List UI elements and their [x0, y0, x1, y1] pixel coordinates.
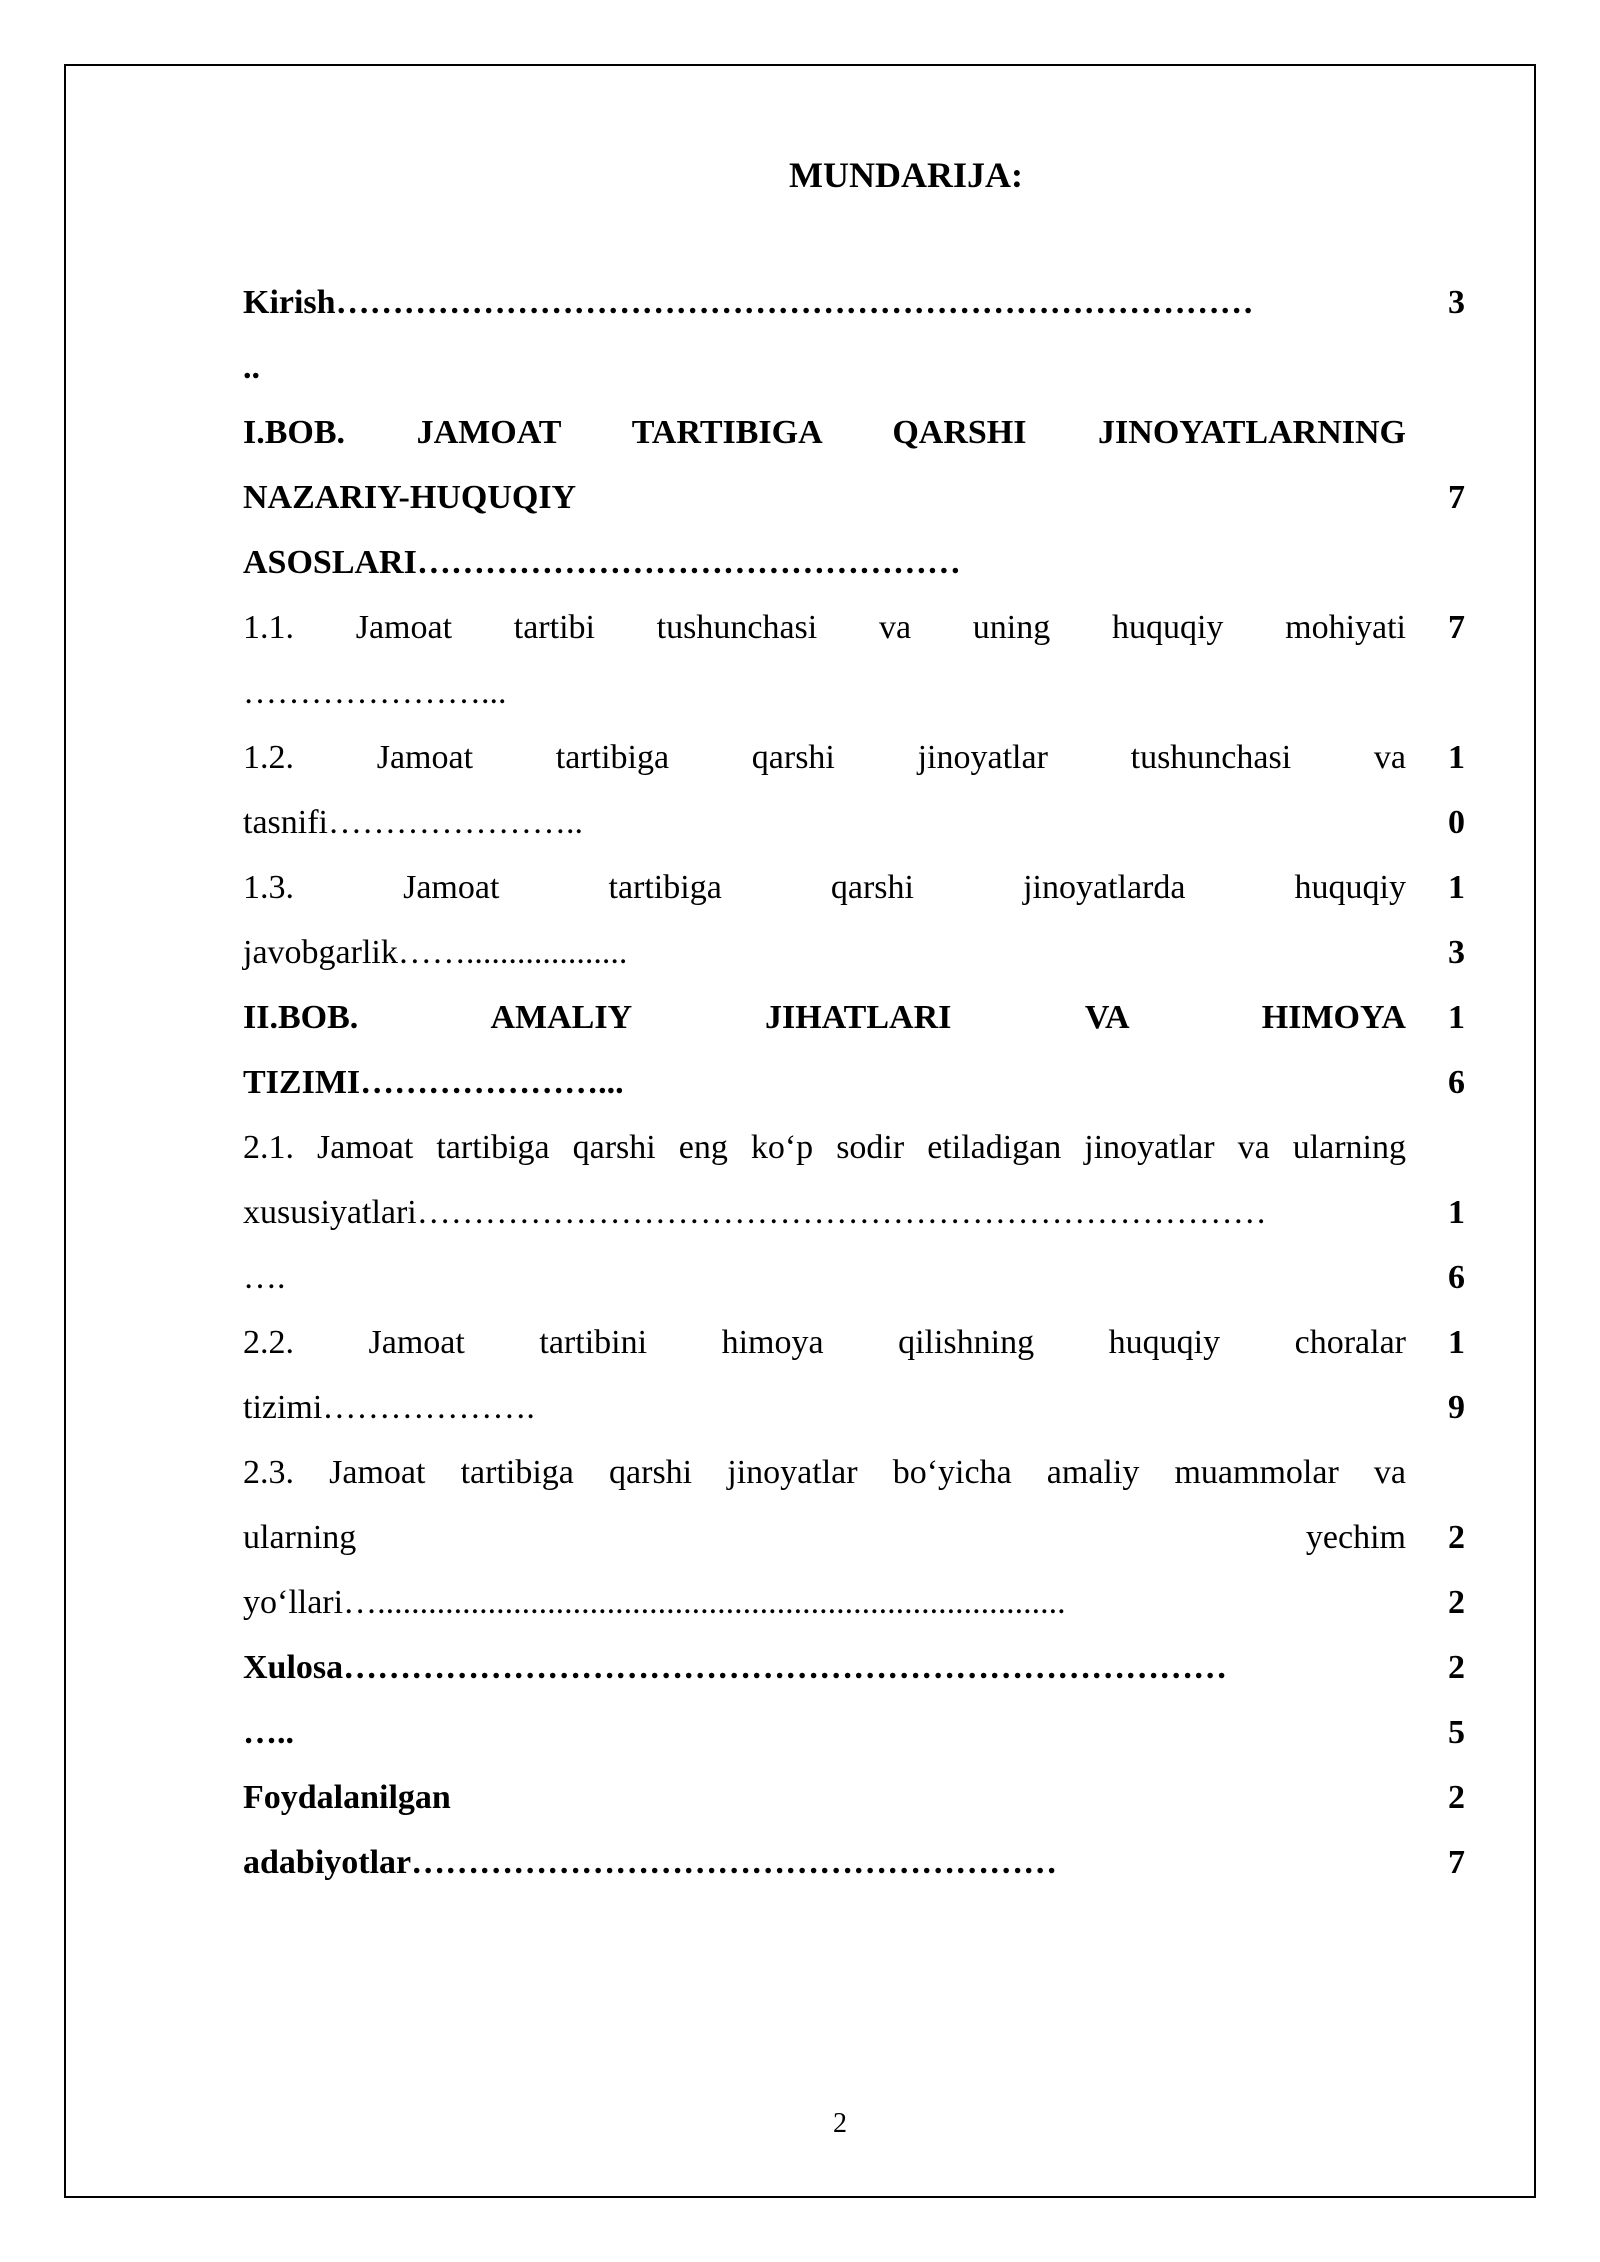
toc-entry-page: [1406, 1765, 1465, 1895]
toc-entry-line: tasnifi…………………..: [243, 804, 583, 841]
toc-entry: [243, 725, 1465, 855]
toc-entry-line: I.BOB. JAMOAT TARTIBIGA QARSHI JINOYATLARNING: [243, 414, 1406, 451]
toc-entry: [243, 985, 1465, 1115]
toc-entry-line: yo‘llari….................................................................................: [243, 1584, 1066, 1621]
toc-entry-line: tizimi……………….: [243, 1389, 535, 1426]
toc-entry: [243, 400, 1465, 595]
toc-entry-title: [243, 1440, 1406, 1635]
toc-entry-title: [243, 725, 1406, 855]
toc-entry-line: 2.2. Jamoat tartibini himoya qilishning huquqiy choralar: [243, 1324, 1406, 1361]
toc-page-digit: 6: [1448, 1064, 1465, 1101]
toc-entry-page: [1406, 270, 1465, 400]
toc-entry-page: [1406, 1635, 1465, 1765]
toc-entry-line: NAZARIY-HUQUQIY: [243, 479, 577, 516]
toc-entry-page: [1406, 855, 1465, 985]
toc-page-digit: 0: [1448, 804, 1465, 841]
toc-entry-line: Foydalanilgan: [243, 1779, 451, 1816]
toc-entry-line: II.BOB. AMALIY JIHATLARI VA HIMOYA: [243, 999, 1406, 1036]
toc-entry-page: [1406, 985, 1465, 1115]
toc-entry: [243, 1635, 1465, 1765]
toc-entry-page: [1406, 1310, 1465, 1440]
toc-entry-page: [1406, 400, 1465, 595]
toc-entry-title: [243, 1115, 1406, 1310]
toc-entry-page: [1406, 595, 1465, 725]
toc-page-digit: 1: [1448, 869, 1465, 906]
toc-entry-title: [243, 400, 1406, 595]
toc-entry-line: 1.2. Jamoat tartibiga qarshi jinoyatlar tushunchasi va: [243, 739, 1406, 776]
toc-entry-line: adabiyotlar…………………………………………………: [243, 1844, 1058, 1881]
toc-entry-page: [1406, 1440, 1465, 1635]
toc-page-digit: 1: [1448, 1324, 1465, 1361]
toc-page-digit: 6: [1448, 1259, 1465, 1296]
toc-entry: [243, 855, 1465, 985]
toc-page-digit: 7: [1448, 479, 1465, 516]
toc-page-digit: 2: [1448, 1584, 1465, 1621]
toc-entry-line: …..: [243, 1714, 294, 1751]
toc-entry: [243, 1115, 1465, 1310]
page-title: MUNDARIJA:: [789, 155, 1023, 195]
toc-entry-line: …………………...: [243, 674, 507, 711]
toc-page-digit: 7: [1448, 1844, 1465, 1881]
toc-entry-line: 2.3. Jamoat tartibiga qarshi jinoyatlar bo‘yicha amaliy muammolar va: [243, 1454, 1406, 1491]
toc-page-digit: 3: [1448, 934, 1465, 971]
toc-entry-line: Kirish………………………………………………………………………: [243, 284, 1254, 321]
toc-entry-line: TIZIMI…………………...: [243, 1064, 624, 1101]
toc-page-digit: 1: [1448, 999, 1465, 1036]
toc-entry-line: xususiyatlari…………………………………………………………………: [243, 1194, 1267, 1231]
toc-entry-line: ..: [243, 349, 260, 386]
toc-entry: [243, 1765, 1465, 1895]
toc-page-digit: 5: [1448, 1714, 1465, 1751]
toc-entry: [243, 595, 1465, 725]
toc-page-digit: 2: [1448, 1519, 1465, 1556]
toc-entry-title: [243, 1310, 1406, 1440]
toc-entry-title: [243, 1635, 1406, 1765]
toc-page-digit: 3: [1448, 284, 1465, 321]
toc-page-digit: 7: [1448, 609, 1465, 646]
toc-page-digit: 2: [1448, 1779, 1465, 1816]
page-number: 2: [833, 2108, 847, 2139]
toc-entry: [243, 1310, 1465, 1440]
toc-page-digit: 9: [1448, 1389, 1465, 1426]
toc-entry-title: [243, 270, 1406, 400]
toc-page-digit: 1: [1448, 739, 1465, 776]
toc-entry-line: 2.1. Jamoat tartibiga qarshi eng ko‘p sodir etiladigan jinoyatlar va ularning: [243, 1129, 1406, 1166]
toc-entry: [243, 1440, 1465, 1635]
toc-page-digit: 1: [1448, 1194, 1465, 1231]
toc-entry-page: [1406, 1115, 1465, 1310]
toc-entry-line: javobgarlik……...................: [243, 934, 628, 971]
toc-entry-line: Xulosa……………………………………………………………………: [243, 1649, 1228, 1686]
toc-entry-line: ularning yechim: [243, 1519, 1406, 1556]
toc-entry-line: ASOSLARI…………………………………………: [243, 544, 961, 581]
table-of-contents: [243, 270, 1465, 1895]
toc-entry-title: [243, 595, 1406, 725]
toc-entry-page: [1406, 725, 1465, 855]
toc-entry-title: [243, 985, 1406, 1115]
toc-page-digit: 2: [1448, 1649, 1465, 1686]
toc-entry: [243, 270, 1465, 400]
toc-entry-title: [243, 855, 1406, 985]
toc-entry-line: ….: [243, 1259, 286, 1296]
toc-entry-title: [243, 1765, 1406, 1895]
toc-entry-line: 1.3. Jamoat tartibiga qarshi jinoyatlarda huquqiy: [243, 869, 1406, 906]
toc-entry-line: 1.1. Jamoat tartibi tushunchasi va uning huquqiy mohiyati: [243, 609, 1406, 646]
